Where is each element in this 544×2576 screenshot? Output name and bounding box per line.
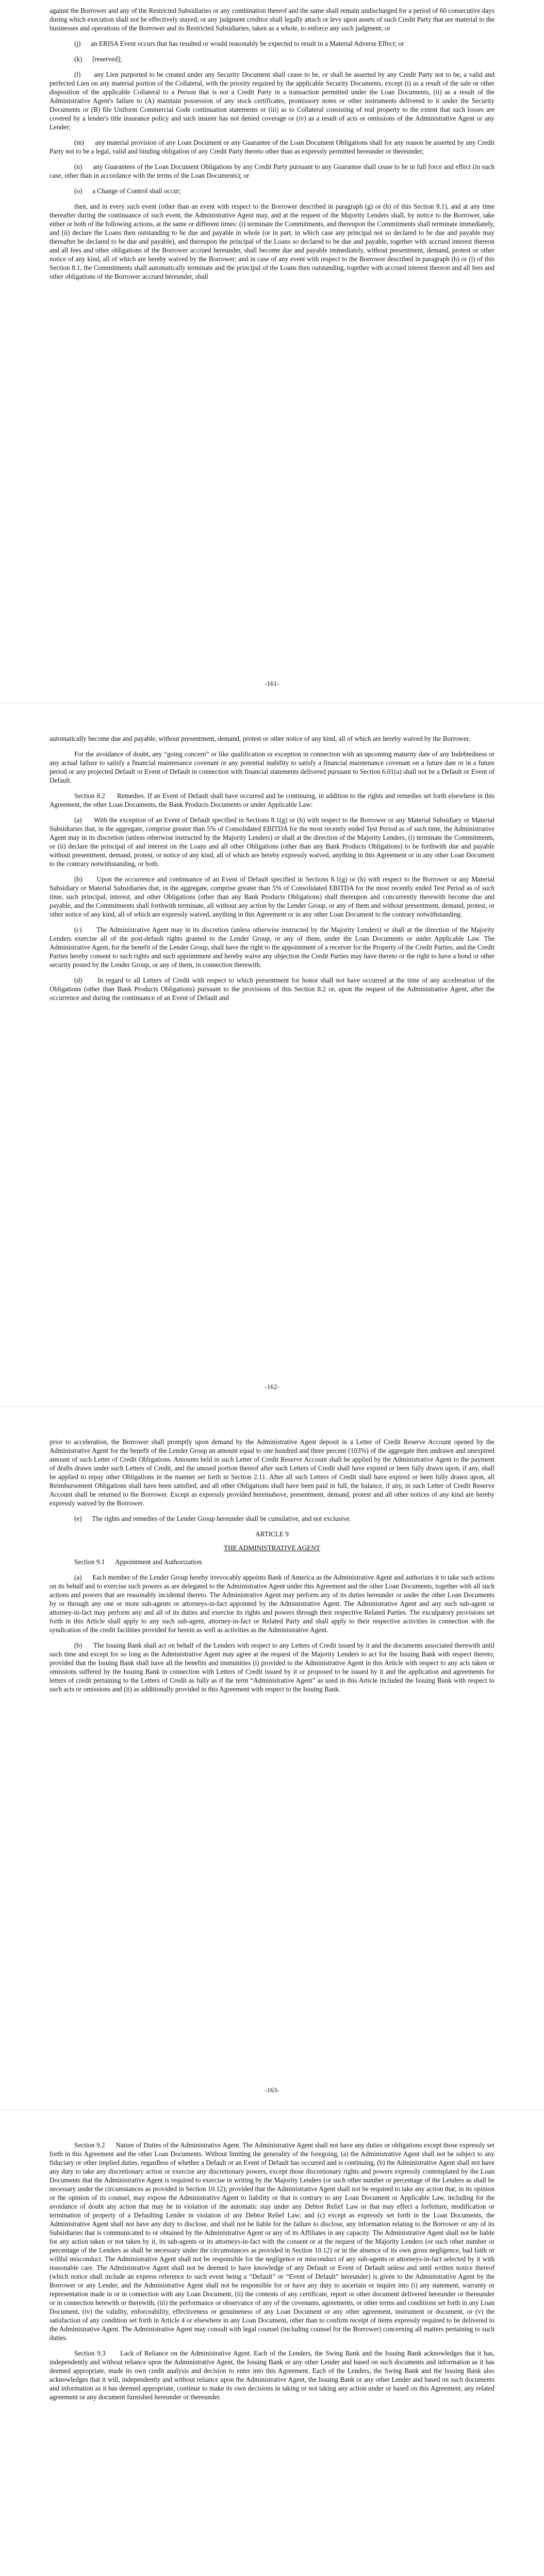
document-page-163 <box>0 1406 544 2110</box>
clause-a: (a) Each member of the Lender Group hereby irrevocably appoints Bank of America as the Administrative Agent and authorizes it to take such actions on its behalf and to exercise such powers as are delegated to the Administrative Agent under this Agreement and the other Loan Documents, together with all such actions and powers that are reasonably incidental thereto. The Administrative Agent may perform any of its duties hereunder or under the other Loan Documents by or through any one or more sub-agents or attorneys-in-fact appointed by the Administrative Agent. The Administrative Agent and any such sub-agent or attorney-in-fact may perform any and all of its duties and exercise its rights and powers through their respective Related Parties. The exculpatory provisions set forth in this Article shall apply to any such sub-agent, attorney-in-fact or Related Party and shall apply to their respective activities in connection with the syndication of the credit facilities provided for herein as well as activities as the Administrative Agent. <box>50 1573 494 1634</box>
paragraph: automatically become due and payable, without presentment, demand, protest or other notice of any kind, all of which are hereby waived by the Borrower. <box>50 735 470 742</box>
paragraph: against the Borrower and any of the Restricted Subsidiaries or any combination thereof and the same shall remain undischarged for a period of 60 consecutive days during which execution shall not be effectively stayed, or any judgment creditor shall legally attach or levy upon assets of such Credit Party that are material to the businesses and operations of the Borrower and its Restricted Subsidiaries, taken as a whole, to enforce any such judgment; or <box>50 7 494 32</box>
clause-c: (c) The Administrative Agent may in its discretion (unless otherwise instructed by the Majority Lenders) or shall at the direction of the Majority Lenders exercise all of the post-default rights granted to the Lender Group, or any of them, under the Loan Documents or under Applicable Law. The Administrative Agent, for the benefit of the Lender Group, shall have the right to the appointment of a receiver for the Property of the Credit Parties, and the Credit Parties hereby consent to such rights and such appointment and hereby waive any objection the Credit Parties may have thereto or the right to have a bond or other security posted by the Lender Group, or any of them, in connection therewith. <box>50 926 494 969</box>
clause-b: (b) The Issuing Bank shall act on behalf of the Lenders with respect to any Letters of Credit issued by it and the documents associated therewith until such time and except for so long as the Administrative Agent may agree at the request of the Majority Lenders to act for the Issuing Bank with respect thereto; provided that the Issuing Bank shall have all the benefits and immunities (i) provided to the Administrative Agent in this Article with respect to any acts taken or omissions suffered by the Issuing Bank in connection with Letters of Credit issued by it or proposed to be issued by it and the application and agreements for letters of credit pertaining to the Letters of Credit as fully as if the term “Administrative Agent” as used in this Article included the Issuing Bank with respect to such acts or omissions and (ii) as additionally provided in this Agreement with respect to the Issuing Bank. <box>50 1641 494 1693</box>
page-number: -163- <box>265 2086 279 2094</box>
paragraph: For the avoidance of doubt, any “going concern” or like qualification or exception in connection with an upcoming maturity date of any Indebtedness or any actual failure to satisfy a financial maintenance covenant or any potential inability to satisfy a financial maintenance covenant on a future date or in a future period or any projected Default or Event of Default in connection with financial statements delivered pursuant to Section 6.01(a) shall not be a Default or Event of Default. <box>50 750 494 784</box>
clause-l: (l) any Lien purported to be created under any Security Document shall cease to be, or shall be asserted by any Credit Party not to be, a valid and perfected Lien on any material portion of the Collateral, with the priority required by the applicable Security Documents, except (i) as a result of the sale or other disposition of the applicable Collateral to a Person that is not a Credit Party in a transaction permitted under the Loan Documents, (ii) as a result of the Administrative Agent's failure to (A) maintain possession of any stock certificates, promissory notes or other instruments delivered to it under the Security Documents or (B) file Uniform Commercial Code continuation statements or (iii) as to Collateral consisting of real property to the extent that such losses are covered by a lender's title insurance policy and such insurer has not denied coverage or (iv) as a result of acts or omissions of the Administrative Agent or any Lender; <box>50 71 494 131</box>
clause-b: (b) Upon the occurrence and continuance of an Event of Default specified in Sections 8.1(g) or (h) with respect to the Borrower or any Material Subsidiary or Material Subsidiaries that, in the aggregate, comprise greater than 5% of Consolidated EBITDA for the most recently ended Test Period as of such time, such principal, interest, and other Obligations (other than any Bank Products Obligations) shall thereupon and concurrently therewith become due and payable, and the Commitments shall forthwith terminate, all without any action by the Lender Group, or any of them and without presentment, demand, protest, or other notice of any kind, all of which are expressly waived, anything in this Agreement or in any other Loan Document to the contrary notwithstanding. <box>50 875 494 918</box>
document-page-164 <box>0 2110 544 2576</box>
clause-a: (a) With the exception of an Event of Default specified in Sections 8.1(g) or (h) with respect to the Borrower or any Material Subsidiary or Material Subsidiaries that, in the aggregate, comprise greater than 5% of Consolidated EBITDA for the most recently ended Test Period as of such time, the Administrative Agent may in its discretion (unless otherwise instructed by the Majority Lenders) or shall at the direction of the Majority Lenders, (i) terminate the Commitments, or (ii) declare the principal of and interest on the Loans and all other Obligations (other than any Bank Products Obligations) to be forthwith due and payable without presentment, demand, protest, or notice of any kind, all of which are hereby expressly waived, anything in this Agreement or in any other Loan Document to the contrary notwithstanding, or both. <box>50 816 494 868</box>
clause-e: (e) The rights and remedies of the Lender Group hereunder shall be cumulative, and not exclusive. <box>74 1515 351 1522</box>
clause-n: (n) any Guarantees of the Loan Document Obligations by any Credit Party pursuant to any Guarantee shall cease to be in full force and effect (in each case, other than in accordance with the terms of the Loan Documents); or <box>50 163 494 179</box>
article-number: ARTICLE 9 <box>255 1530 289 1538</box>
clause-k: (k) [reserved]; <box>74 55 122 63</box>
page-number: -162- <box>265 1383 279 1391</box>
clause-d: (d) In regard to all Letters of Credit with respect to which presentment for honor shall not have occurred at the time of any acceleration of the Obligations (other than Bank Products Obligations) pursuant to the provisions of this Section 8.2 or, upon the request of the Administrative Agent, after the occurrence and during the continuance of an Event of Default and <box>50 976 494 1002</box>
clause-o: (o) a Change of Control shall occur; <box>74 187 181 195</box>
article-title: THE ADMINISTRATIVE AGENT <box>224 1544 320 1552</box>
paragraph: prior to acceleration, the Borrower shall promptly upon demand by the Administrative Agent deposit in a Letter of Credit Reserve Account opened by the Administrative Agent for the benefit of the Lender Group an amount equal to one hundred and three percent (103%) of the aggregate then undrawn and unexpired amount of such Letter of Credit Obligations. Amounts held in such Letter of Credit Reserve Account shall be applied by the Administrative Agent to the payment of drafts drawn under such Letters of Credit, and the unused portion thereof after such Letters of Credit shall have expired or been fully drawn upon, if any, shall be applied to repay other Obligations in the manner set forth in Section 2.11. After all such Letters of Credit shall have expired or been fully drawn upon, all Reimbursement Obligations shall have been satisfied, and all other Obligations shall have been paid in full, the balance, if any, in such Letter of Credit Reserve Account shall be returned to the Borrower. Except as expressly provided hereinabove, presentment, demand, protest and all other notices of any kind are hereby expressly waived by the Borrower. <box>50 1438 494 1507</box>
section-9-2: Section 9.2 Nature of Duties of the Administrative Agent. The Administrative Agent shall not have any duties or obligations except those expressly set forth in this Agreement and the other Loan Documents. Without limiting the generality of the foregoing, (a) the Administrative Agent shall not be subject to any fiduciary or other implied duties, regardless of whether a Default or an Event of Default has occurred and is continuing, (b) the Administrative Agent shall not have any duty to take any discretionary action or exercise any discretionary powers, except those discretionary rights and powers expressly contemplated by the Loan Documents that the Administrative Agent is required to exercise in writing by the Majority Lenders (or such other number or percentage of the Lenders as shall be necessary under the circumstances as provided in Section 10.12); provided that the Administrative Agent shall not be required to take any action that, in its opinion or the opinion of its counsel, may expose the Administrative Agent to liability or that is contrary to any Loan Document or Applicable Law, including for the avoidance of doubt any action that may be in violation of the automatic stay under any Debtor Relief Law or that may effect a forfeiture, modification or termination of property of a Defaulting Lender in violation of any Debtor Relief Law; and (c) except as expressly set forth in the Loan Documents, the Administrative Agent shall not have any duty to disclose, and shall not be liable for the failure to disclose, any information relating to the Borrower or any of its Subsidiaries that is communicated to or obtained by the Administrative Agent or any of its Affiliates in any capacity. The Administrative Agent shall not be liable for any action taken or not taken by it, its sub-agents or its attorneys-in-fact with the consent or at the request of the Majority Lenders (or such other number or percentage of the Lenders as shall be necessary under the circumstances as provided in Section 10.12) or in the absence of its own gross negligence, bad faith or willful misconduct. The Administrative Agent shall not be responsible for the negligence or misconduct of any sub-agents or attorneys-in-fact selected by it with reasonable care. The Administrative Agent shall not be deemed to have knowledge of any Default or Event of Default unless and until written notice thereof (which notice shall include an express reference to such event being a “Default” or “Event of Default” hereunder) is given to the Administrative Agent by the Borrower or any Lender, and the Administrative Agent shall not be responsible for or have any duty to ascertain or inquire into (i) any statement, warranty or representation made in or in connection with any Loan Document, (ii) the contents of any certificate, report or other document delivered hereunder or thereunder or in connection herewith or therewith, (iii) the performance or observance of any of the covenants, agreements, or other terms and conditions set forth in any Loan Document, (iv) the validity, enforceability, effectiveness or genuineness of any Loan Document or any other agreement, instrument or document, or (v) the satisfaction of any condition set forth in Article 4 or elsewhere in any Loan Document, other than to confirm receipt of items expressly required to be delivered to the Administrative Agent. The Administrative Agent may consult with legal counsel (including counsel for the Borrower) concerning all matters pertaining to such duties. <box>50 2141 494 2342</box>
document-page-162 <box>0 703 544 1406</box>
paragraph: then, and in every such event (other than an event with respect to the Borrower described in paragraph (g) or (h) of this Section 8.1), and at any time thereafter during the continuance of such event, the Administrative Agent may, and at the request of the Majority Lenders shall, by notice to the Borrower, take either or both of the following actions, at the same or different times: (i) terminate the Commitments, and thereupon the Commitments shall terminate immediately, and (ii) declare the Loans then outstanding to be due and payable in whole (or in part, in which case any principal not so declared to be due and payable may thereafter be declared to be due and payable), and thereupon the principal of the Loans so declared to be due and payable, together with accrued interest thereon and all fees and other obligations of the Borrower accrued hereunder, shall become due and payable immediately, without presentment, demand, protest or other notice of any kind, all of which are hereby waived by the Borrower; and in case of any event with respect to the Borrower described in paragraph (h) or (i) of this Section 8.1, the Commitments shall automatically terminate and the principal of the Loans then outstanding, together with accrued interest thereon and all fees and other obligations of the Borrower accrued hereunder, shall <box>50 202 494 280</box>
section-9-1-heading: Section 9.1 Appointment and Authorization. <box>74 1558 204 1566</box>
section-9-3: Section 9.3 Lack of Reliance on the Administrative Agent. Each of the Lenders, the Swing Bank and the Issuing Bank acknowledges that it has, independently and without reliance upon the Administrative Agent, the Issuing Bank or any other Lender and based on such documents and information as it has deemed appropriate, made its own credit analysis and decision to enter into this Agreement. Each of the Lenders, the Swing Bank and the Issuing Bank also acknowledges that it will, independently and without reliance upon the Administrative Agent, the Issuing Bank or any other Lender and based on such documents and information as it has deemed appropriate, continue to make its own decisions in taking or not taking any action under or based on this Agreement, any related agreement or any document furnished hereunder or thereunder. <box>50 2349 494 2401</box>
clause-j: (j) an ERISA Event occurs that has resulted or would reasonably be expected to result in a Material Adverse Effect; or <box>74 40 404 47</box>
document-page-161 <box>0 0 544 703</box>
section-8-2-heading: Section 8.2 Remedies. If an Event of Default shall have occurred and be continuing, in addition to the rights and remedies set forth elsewhere in this Agreement, the other Loan Documents, the Bank Products Documents or under Applicable Law: <box>50 792 494 808</box>
clause-m: (m) any material provision of any Loan Document or any Guarantee of the Loan Document Obligations shall for any reason be asserted by any Credit Party not to be a legal, valid and binding obligation of any Credit Party thereto other than as expressly permitted hereunder or thereunder; <box>50 139 494 155</box>
page-number: -161- <box>265 680 279 687</box>
